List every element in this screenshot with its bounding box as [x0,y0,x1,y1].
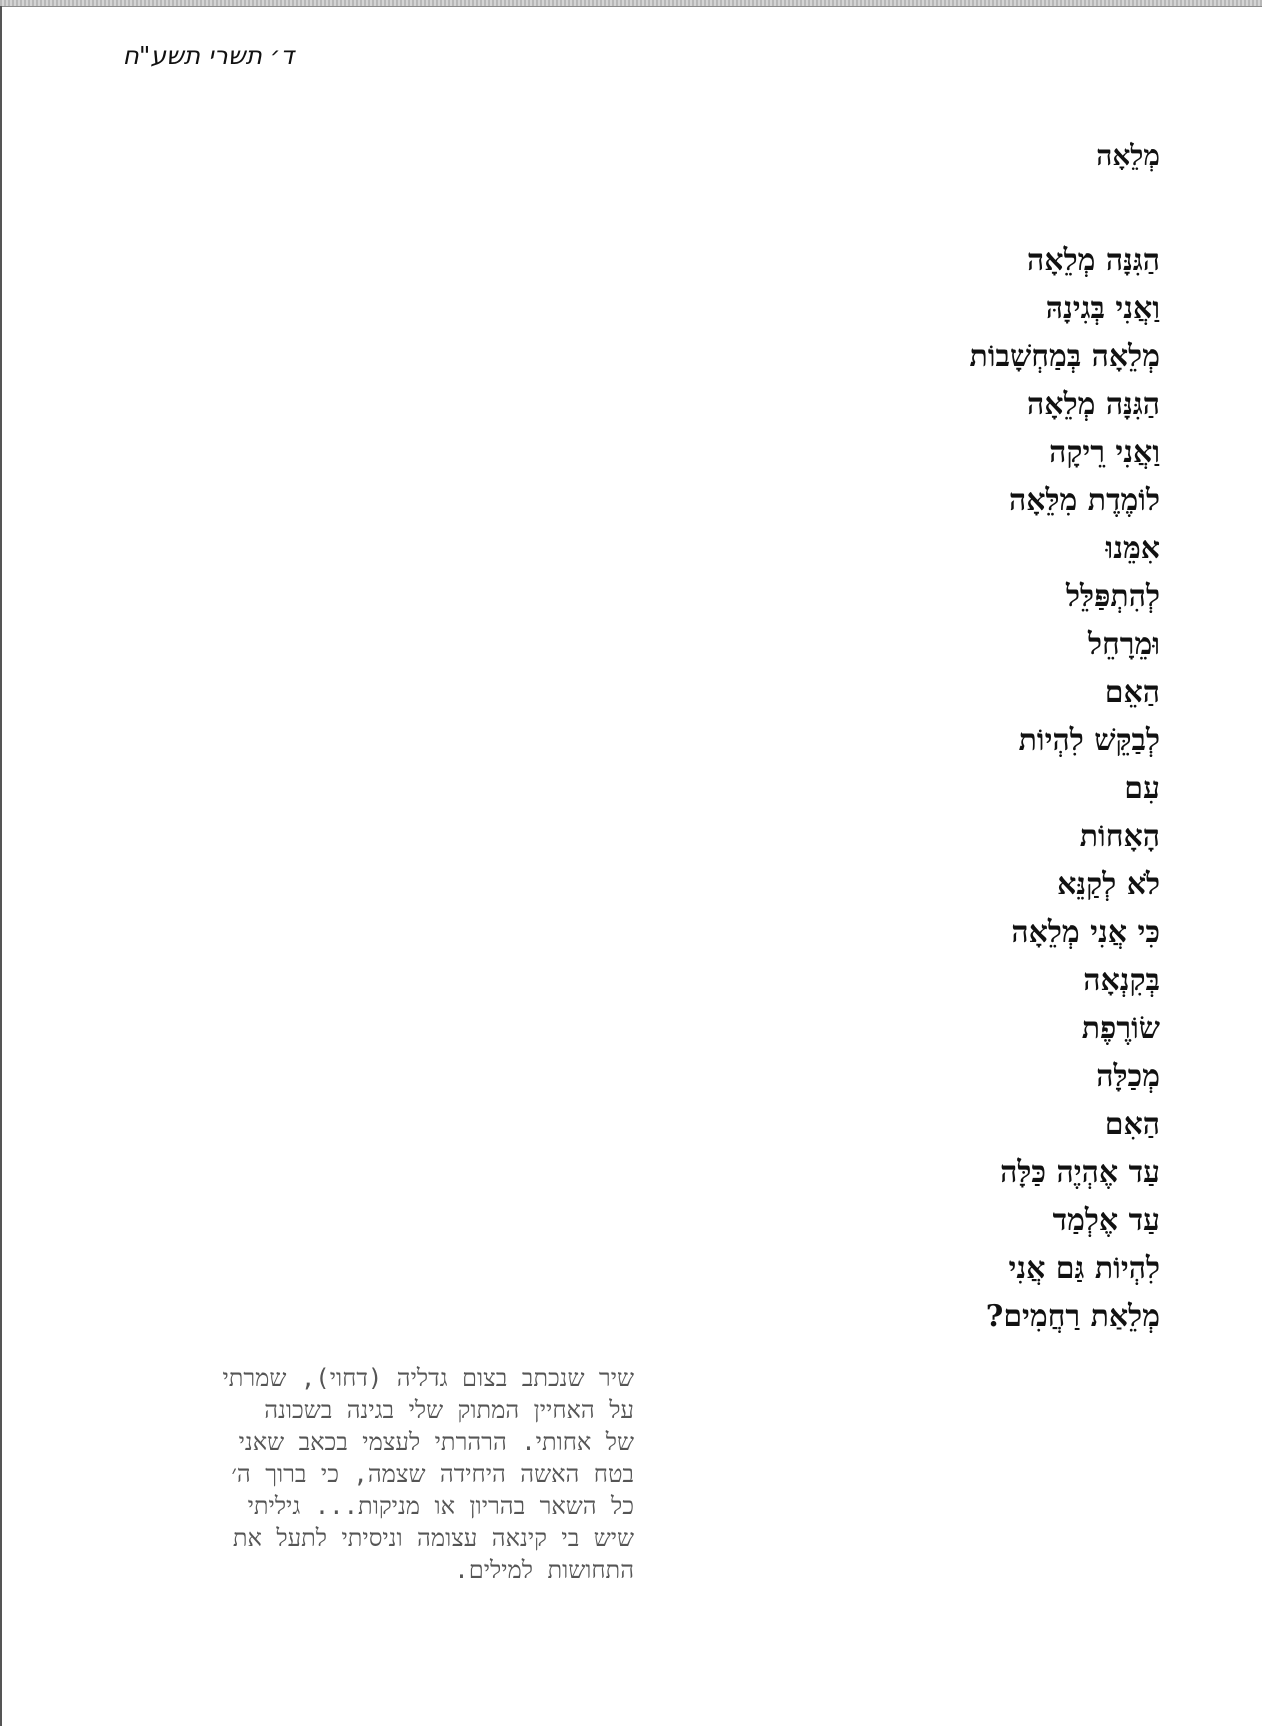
note-line: כל השאר בהריון או מניקות... גיליתי [247,1492,634,1520]
poem-line: לֹא לְקַנֵּא [1057,867,1160,902]
poem-line: לְהִתְפַּלֵּל [1066,579,1160,614]
poem-line: עִם [1124,771,1160,806]
poem-line: וַאֲנִי בְּגִינָהּ [1045,291,1160,326]
note-line: התחושות למילים. [454,1556,634,1584]
poem-line: הַאִם [1104,1107,1160,1142]
poem-line: מְכַלָּה [1096,1059,1160,1094]
poem-line: מְלֵאַת רַחֲמִים? [985,1299,1160,1334]
poem-title: מְלֵאָה [1096,139,1160,172]
poem-line: אִמֵּנוּ [1105,531,1160,566]
poem-line: כִּי אֲנִי מְלֵאָה [1011,915,1160,950]
poem-line: הָאָחוֹת [1079,819,1160,854]
document-page [2,7,1262,1726]
poem-line: עַד אֶלְמַד [1052,1203,1160,1238]
note-line: בטח האשה היחידה שצמה, כי ברוך ה׳ [231,1460,634,1488]
poem-line: וַאֲנִי רֵיקָה [1049,435,1160,470]
poem-line: לִהְיוֹת גַּם אֲנִי [1008,1251,1160,1286]
author-note [114,1362,634,1586]
note-line: של אחותי. הרהרתי לעצמי בכאב שאני [238,1428,634,1456]
poem-line: וּמֵרָחֵל [1088,627,1160,662]
poem-line: מְלֵאָה בְּמַחְשָׁבוֹת [969,339,1160,374]
poem-line: הַגִּנָּה מְלֵאָה [1027,243,1160,278]
poem-line: שׂוֹרֶפֶת [1081,1011,1160,1046]
poem-line: בְּקִנְאָה [1083,963,1160,998]
poem-line: הַאֵם [1104,675,1160,710]
poem-line: לְבַקֵּשׁ לִהְיוֹת [1018,723,1160,758]
note-line: על האחיין המתוק שלי בגינה בשכונה [264,1396,634,1424]
poem-line: עַד אֶהְיֶה כַּלָּה [1000,1155,1160,1190]
poem-body [970,237,1160,1341]
date-header: ד׳ תשרי תשע"ח [122,41,294,70]
window-top-border [0,0,1262,7]
poem-line: הַגִּנָּה מְלֵאָה [1027,387,1160,422]
poem-line: לוֹמֶדֶת מִלֵּאָה [1009,483,1160,518]
note-line: שיר שנכתב בצום גדליה (דחוי), שמרתי [222,1364,634,1392]
note-line: שיש בי קינאה עצומה וניסיתי לתעל את [232,1524,634,1552]
